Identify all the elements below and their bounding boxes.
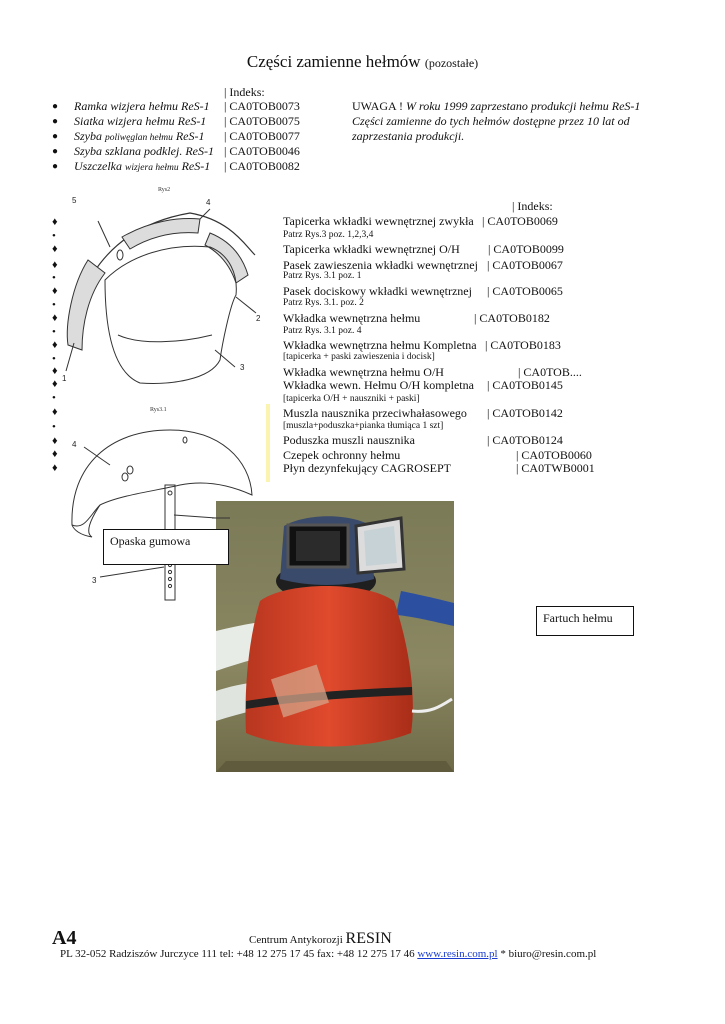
- part-name: Szyba poliwęglan hełmu ReS-1: [74, 129, 205, 143]
- fig-label-2: 2: [256, 314, 261, 323]
- company-prefix: Centrum Antykorozji: [249, 934, 343, 946]
- footer-address: PL 32-052 Radziszów Jurczyce 111 tel: +48 12 275 17 45 fax: +48 12 275 17 46: [60, 948, 415, 960]
- bullet-icon: ♦: [52, 243, 58, 255]
- bullet-icon: •: [52, 272, 56, 284]
- list-item: [283, 214, 558, 229]
- top-index-header: | Indeks:: [224, 85, 265, 99]
- part-code: | CA0TOB0060: [516, 448, 592, 462]
- footer-contact: [60, 948, 596, 960]
- bullet-icon: ♦: [52, 285, 58, 297]
- bullet-icon: ●: [52, 116, 59, 127]
- fig2-label-4: 4: [72, 440, 77, 449]
- list-item: [283, 311, 550, 326]
- bullet-icon: ●: [52, 101, 59, 112]
- part-note: [283, 394, 420, 404]
- bullet-icon: ♦: [52, 365, 58, 377]
- fig1-caption: Rys2: [158, 187, 171, 193]
- bullet-icon: •: [52, 353, 56, 365]
- part-name: Poduszka muszli nausznika: [283, 433, 415, 447]
- part-name: Wkładka wewnętrzna hełmu: [283, 311, 421, 325]
- part-name: Siatka wizjera hełmu ReS-1: [74, 114, 207, 128]
- page-title: [0, 52, 725, 72]
- bullet-icon: ♦: [52, 339, 58, 351]
- callout-apron: Fartuch hełmu: [536, 606, 634, 636]
- list-item: [283, 378, 563, 393]
- callout-strap: Opaska gumowa: [103, 529, 229, 565]
- fig-label-5: 5: [72, 196, 77, 205]
- part-name: Tapicerka wkładki wewnętrznej zwykła: [283, 214, 474, 228]
- part-note: [283, 230, 373, 240]
- part-name: Uszczelka wizjera hełmu ReS-1: [74, 159, 211, 173]
- right-index-header: | Indeks:: [512, 199, 553, 213]
- part-code: | CA0TOB0124: [487, 433, 563, 447]
- company-name: [249, 930, 392, 948]
- part-code: | CA0TOB0075: [224, 114, 300, 128]
- part-name: Wkładka wewnętrzna hełmu Kompletna: [283, 338, 477, 352]
- fig-label-1: 1: [62, 374, 67, 383]
- part-name: Szyba szklana podklej. ReS-1: [74, 144, 214, 158]
- part-code: | CA0TWB0001: [516, 461, 595, 475]
- bullet-icon: ♦: [52, 378, 58, 390]
- bullet-icon: ♦: [52, 462, 58, 474]
- part-code: | CA0TOB0046: [224, 144, 300, 158]
- part-code: | CA0TOB0069: [482, 214, 558, 228]
- part-code: | CA0TOB....: [518, 365, 582, 379]
- bullet-icon: ♦: [52, 259, 58, 271]
- part-name: Tapicerka wkładki wewnętrznej O/H: [283, 242, 460, 256]
- list-item: [283, 284, 563, 299]
- part-name: Patrz Rys. 3.1. poz. 2: [283, 298, 364, 308]
- part-note: [283, 421, 443, 431]
- bullet-icon: ●: [52, 146, 59, 157]
- bullet-icon: ♦: [52, 448, 58, 460]
- part-code: | CA0TOB0099: [488, 242, 564, 256]
- part-name: Ramka wizjera hełmu ReS-1: [74, 99, 210, 113]
- part-code: | CA0TOB0182: [474, 311, 550, 325]
- part-name: [muszla+poduszka+pianka tłumiąca 1 szt]: [283, 421, 444, 431]
- part-code: | CA0TOB0065: [487, 284, 563, 298]
- bullet-icon: ●: [52, 131, 59, 142]
- bullet-icon: •: [52, 299, 56, 311]
- part-name: Pasek dociskowy wkładki wewnętrznej: [283, 284, 472, 298]
- company-brand: RESIN: [345, 930, 392, 947]
- notice: [352, 99, 662, 144]
- part-name: [tapicerka O/H + nauszniki + paski]: [283, 394, 420, 404]
- list-item: [283, 338, 561, 353]
- part-code: | CA0TOB0073: [224, 99, 300, 113]
- bullet-icon: ♦: [52, 406, 58, 418]
- bullet-icon: •: [52, 421, 56, 433]
- bullet-icon: •: [52, 392, 56, 404]
- part-code: | CA0TOB0077: [224, 129, 300, 143]
- part-name: Patrz Rys. 3.1 poz. 1: [283, 271, 362, 281]
- list-item: [283, 433, 563, 448]
- bullet-icon: ●: [52, 161, 59, 172]
- bullet-icon: •: [52, 326, 56, 338]
- callout-leader: [212, 516, 232, 526]
- part-note: [283, 298, 364, 308]
- part-code: | CA0TOB0145: [487, 378, 563, 392]
- bullet-icon: ♦: [52, 435, 58, 447]
- part-name: Wkładka wewnętrzna hełmu O/H: [283, 365, 444, 379]
- part-name: Pasek zawieszenia wkładki wewnętrznej: [283, 258, 478, 272]
- fig2-label-3: 3: [92, 576, 97, 585]
- part-name: Muszla nausznika przeciwhałasowego: [283, 406, 467, 420]
- part-name: [tapicerka + paski zawieszenia i docisk]: [283, 352, 435, 362]
- part-code: | CA0TOB0142: [487, 406, 563, 420]
- part-code: | CA0TOB0067: [487, 258, 563, 272]
- website-link[interactable]: www.resin.com.pl: [417, 948, 498, 960]
- helmet-apron-photo: [216, 501, 454, 772]
- part-name: Patrz Rys.3 poz. 1,2,3,4: [283, 230, 374, 240]
- footer-email: * biuro@resin.com.pl: [500, 948, 597, 960]
- part-name: Wkładka wewn. Hełmu O/H kompletna: [283, 378, 474, 392]
- notice-label: UWAGA !: [352, 99, 403, 113]
- part-name: Patrz Rys. 3.1 poz. 4: [283, 326, 362, 336]
- fig2-caption: Rys3.1: [150, 407, 167, 413]
- notice-text: W roku 1999 zaprzestano produkcji hełmu ReS-1 Części zamienne do tych hełmów dostępne przez 10 lat od zaprzestania produkcji.: [352, 99, 641, 143]
- fig-label-3: 3: [240, 363, 245, 372]
- bullet-icon: ♦: [52, 216, 58, 228]
- part-note: [283, 326, 362, 336]
- highlight-bar: [266, 404, 270, 482]
- list-item: [283, 406, 563, 421]
- title-main: Części zamienne hełmów: [246, 52, 421, 71]
- part-note: [283, 352, 435, 362]
- part-note: [283, 271, 362, 281]
- page-number: A4: [52, 927, 77, 949]
- part-code: | CA0TOB0082: [224, 159, 300, 173]
- title-sub: (pozostałe): [424, 56, 479, 70]
- fig-label-4: 4: [206, 198, 211, 207]
- list-item: [283, 461, 595, 476]
- bullet-icon: •: [52, 230, 56, 242]
- list-item: [283, 242, 564, 257]
- part-name: Czepek ochronny hełmu: [283, 448, 401, 462]
- bullet-icon: ♦: [52, 312, 58, 324]
- part-name: Płyn dezynfekujący CAGROSEPT: [283, 461, 451, 475]
- part-code: | CA0TOB0183: [485, 338, 561, 352]
